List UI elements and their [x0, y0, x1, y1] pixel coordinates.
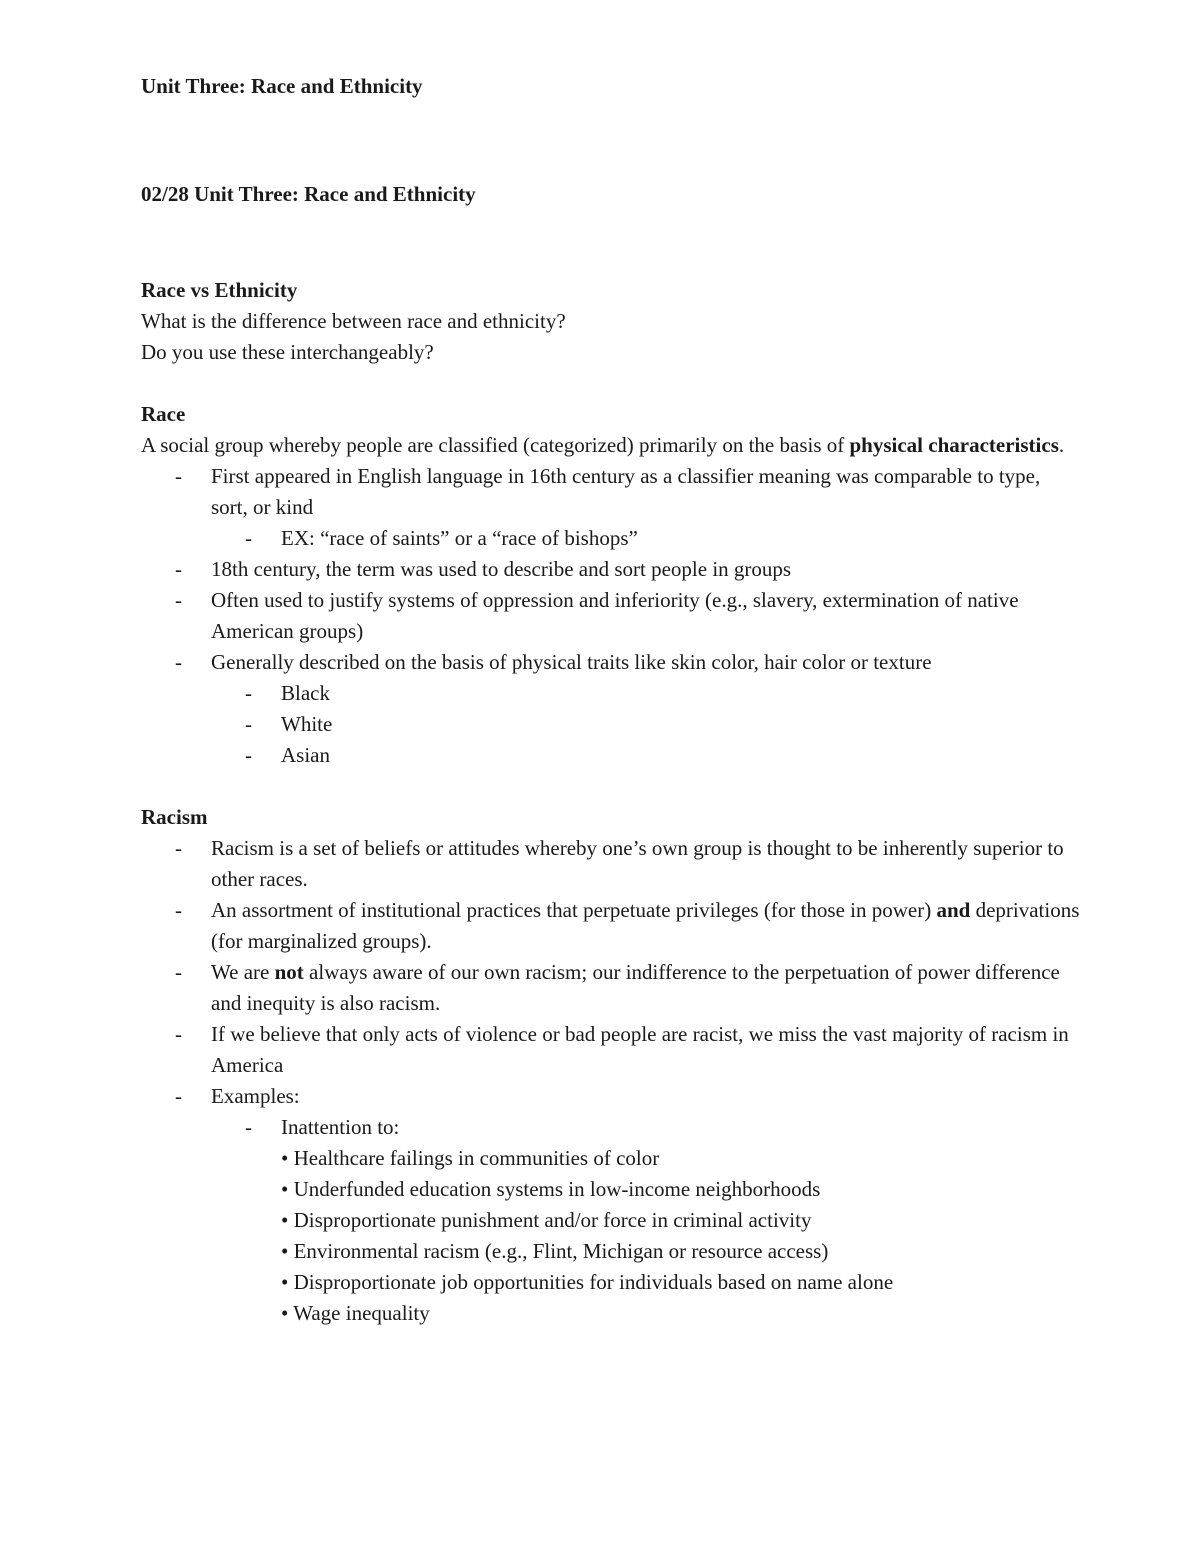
list-item: [141, 1019, 1081, 1081]
nested-list: [141, 523, 1081, 554]
text-run: We are: [211, 960, 275, 984]
example-item: • Wage inequality: [281, 1301, 430, 1325]
nested-list: [141, 1112, 1081, 1329]
dash-marker: -: [175, 650, 182, 674]
document-page: [141, 71, 1081, 1329]
dash-marker: -: [245, 681, 252, 705]
dash-marker: -: [245, 712, 252, 736]
list-item-text: Racism is a set of beliefs or attitudes whereby one’s own group is thought to be inherently superior to other races.: [211, 836, 1064, 891]
dash-marker: -: [175, 588, 182, 612]
text-run: An assortment of institutional practices that perpetuate privileges (for those in power): [211, 898, 937, 922]
list-item-text: Black: [281, 681, 330, 705]
dash-marker: -: [175, 464, 182, 488]
examples-list: [281, 1143, 1081, 1329]
list-item-text: [211, 960, 1060, 1015]
dash-marker: -: [175, 836, 182, 860]
section-heading: Race: [141, 402, 186, 426]
question-text: Do you use these interchangeably?: [141, 340, 434, 364]
list-item: [141, 1081, 1081, 1329]
question-text: What is the difference between race and ethnicity?: [141, 309, 566, 333]
list-item: [141, 678, 1081, 709]
list-item: [141, 585, 1081, 647]
list-item-text: Often used to justify systems of oppression and inferiority (e.g., slavery, extermination of native American groups): [211, 588, 1019, 643]
text-run: deprivations (for marginalized groups).: [211, 898, 1080, 953]
section-heading: Race vs Ethnicity: [141, 278, 298, 302]
section-race-vs-ethnicity: [141, 275, 1081, 368]
lecture-date-title: 02/28 Unit Three: Race and Ethnicity: [141, 182, 476, 206]
dash-marker: -: [175, 898, 182, 922]
example-item: • Environmental racism (e.g., Flint, Michigan or resource access): [281, 1239, 829, 1263]
dash-marker: -: [245, 526, 252, 550]
nested-list: [141, 678, 1081, 771]
list-item-text: EX: “race of saints” or a “race of bishops”: [281, 526, 638, 550]
dash-marker: -: [175, 557, 182, 581]
definition-bold-term: physical characteristics: [849, 433, 1059, 457]
list-item-text: 18th century, the term was used to describe and sort people in groups: [211, 557, 792, 581]
list-item: [141, 461, 1081, 554]
list-item: [141, 833, 1081, 895]
section-race: [141, 399, 1081, 771]
list-item: [141, 740, 1081, 771]
dash-marker: -: [175, 1022, 182, 1046]
bold-word: not: [274, 960, 304, 984]
list-item-text: Asian: [281, 743, 330, 767]
list-item: [141, 1112, 1081, 1329]
list-item: [141, 647, 1081, 771]
list-item-text: If we believe that only acts of violence or bad people are racist, we miss the vast majority of racism in America: [211, 1022, 1069, 1077]
dash-marker: -: [175, 960, 182, 984]
list-item: [141, 957, 1081, 1019]
section-heading: Racism: [141, 805, 208, 829]
example-item: • Disproportionate punishment and/or force in criminal activity: [281, 1208, 812, 1232]
list-item: [141, 895, 1081, 957]
list-item-text: Examples:: [211, 1084, 300, 1108]
example-item: • Underfunded education systems in low-income neighborhoods: [281, 1177, 821, 1201]
list-item-text: Inattention to:: [281, 1115, 400, 1139]
list-item: [141, 554, 1081, 585]
list-item-text: White: [281, 712, 333, 736]
definition-text: .: [1058, 433, 1065, 457]
racism-list: [141, 833, 1081, 1329]
text-run: always aware of our own racism; our indifference to the perpetuation of power difference and inequity is also racism.: [211, 960, 1060, 1015]
list-item-text: First appeared in English language in 16th century as a classifier meaning was comparable to type, sort, or kind: [211, 464, 1041, 519]
dash-marker: -: [175, 1084, 182, 1108]
bold-word: and: [936, 898, 971, 922]
race-list: [141, 461, 1081, 771]
list-item-text: [211, 898, 1079, 953]
list-item: [141, 709, 1081, 740]
definition-text: A social group whereby people are classified (categorized) primarily on the basis of: [141, 433, 850, 457]
example-item: • Disproportionate job opportunities for individuals based on name alone: [281, 1270, 894, 1294]
dash-marker: -: [245, 743, 252, 767]
race-definition: [141, 430, 1081, 461]
document-title: Unit Three: Race and Ethnicity: [141, 74, 423, 98]
dash-marker: -: [245, 1115, 252, 1139]
list-item-text: Generally described on the basis of physical traits like skin color, hair color or texture: [211, 650, 932, 674]
list-item: [141, 523, 1081, 554]
section-racism: [141, 802, 1081, 1329]
example-item: • Healthcare failings in communities of color: [281, 1146, 660, 1170]
